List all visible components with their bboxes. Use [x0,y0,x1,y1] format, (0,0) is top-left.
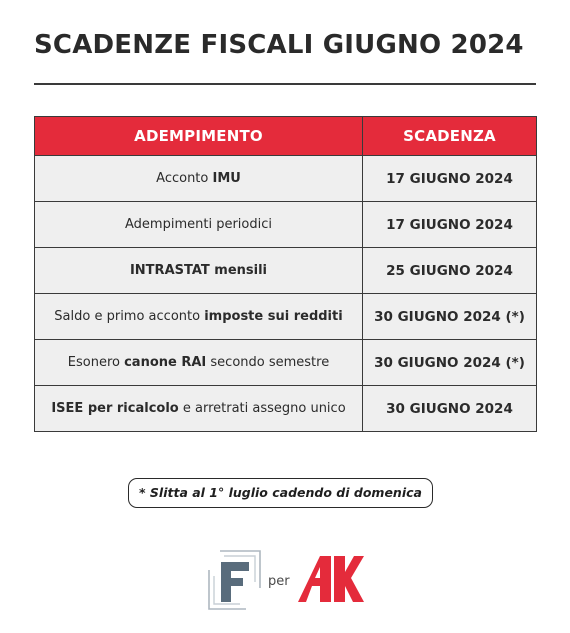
ak-logo-icon [298,556,364,602]
f-monogram-logo-icon [206,548,264,612]
scadenza-cell: 30 GIUGNO 2024 (*) [363,294,537,340]
table-row [35,202,537,248]
column-header-scadenza: SCADENZA [363,117,537,156]
adempimento-bold-text: INTRASTAT mensili [129,263,268,278]
footnote: * Slitta al 1° luglio cadendo di domenica [128,478,433,508]
adempimento-text: Acconto [156,171,213,186]
table-row [35,386,537,432]
page-title: SCADENZE FISCALI GIUGNO 2024 [34,30,524,60]
column-header-adempimento: ADEMPIMENTO [35,117,363,156]
adempimento-cell [35,386,363,432]
table-row [35,248,537,294]
title-divider [34,83,536,85]
table-row [35,294,537,340]
table-row [35,340,537,386]
table-row [35,156,537,202]
adempimento-cell [35,294,363,340]
adempimento-bold-text: imposte sui redditi [204,309,343,324]
adempimento-cell [35,248,363,294]
scadenza-cell: 17 GIUGNO 2024 [363,202,537,248]
table-header-row [35,117,537,156]
adempimento-cell [35,156,363,202]
scadenza-cell: 25 GIUGNO 2024 [363,248,537,294]
adempimento-bold-text: IMU [212,171,241,186]
adempimento-cell [35,340,363,386]
adempimento-cell [35,202,363,248]
adempimento-text: Esonero [67,355,125,370]
adempimento-text: Saldo e primo acconto [54,309,205,324]
scadenza-cell: 17 GIUGNO 2024 [363,156,537,202]
adempimento-text: Adempimenti periodici [125,217,272,232]
logo-separator: per [268,574,290,589]
scadenza-cell: 30 GIUGNO 2024 [363,386,537,432]
adempimento-bold-text: canone RAI [124,355,207,370]
adempimento-text-suffix: e arretrati assegno unico [178,401,346,416]
footer-logos [0,544,570,614]
adempimento-bold-text: ISEE per ricalcolo [51,401,179,416]
deadlines-table [34,116,537,432]
adempimento-text-suffix: secondo semestre [206,355,330,370]
scadenza-cell: 30 GIUGNO 2024 (*) [363,340,537,386]
